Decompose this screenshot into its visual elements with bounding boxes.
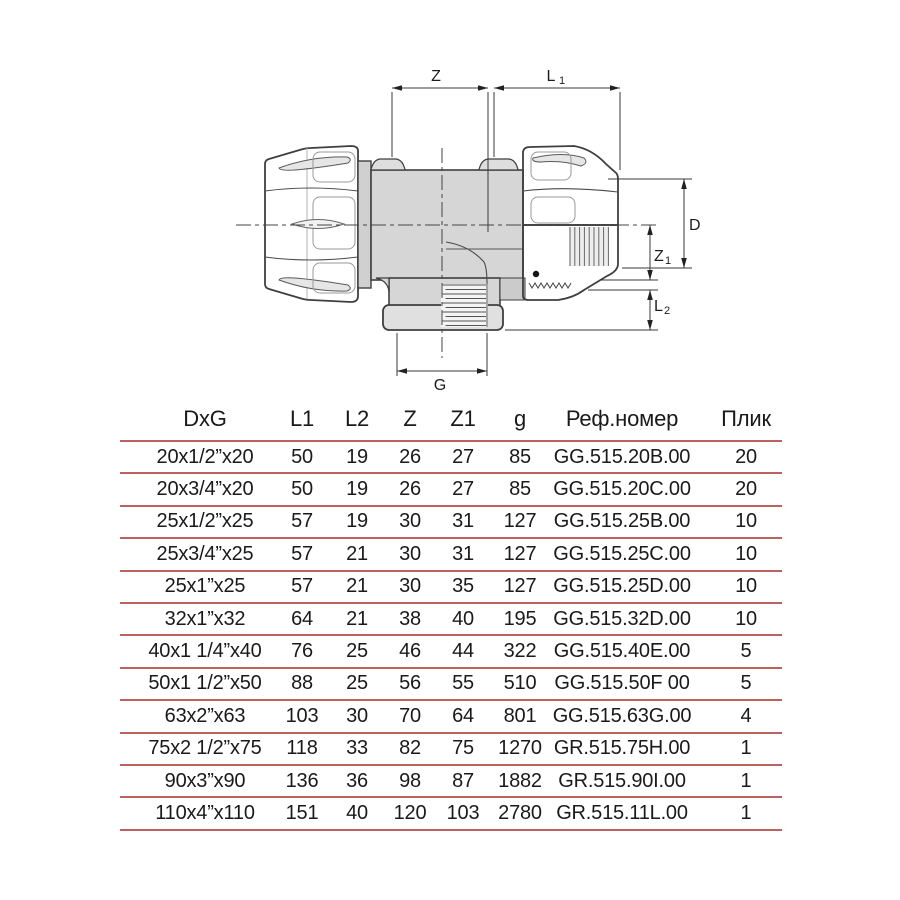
table-cell: 20x3/4”x20 [156,478,254,501]
table-cell: 56 [399,672,421,695]
table-cell: 801 [503,704,537,727]
table-row [120,507,782,539]
table-cell: 19 [346,478,368,501]
dim-label-z: Z [431,68,441,85]
table-cell: 20 [735,478,757,501]
table-cell: GR.515.11L.00 [556,801,688,824]
table-cell: GG.515.40E.00 [553,640,691,663]
table-cell: 40x1 1/4”x40 [148,640,262,663]
table-row [120,572,782,604]
table-cell: 30 [399,510,421,533]
table-cell: 82 [399,737,421,760]
table-cell: 63x2”x63 [164,704,246,727]
column-header-dxg: DxG [183,405,227,431]
table-cell: 127 [503,542,537,565]
table-cell: 90x3”x90 [164,769,246,792]
dim-label-l2-base: L [654,298,663,315]
dim-label-z1-sub: 1 [665,255,672,267]
table-cell: 10 [735,510,757,533]
table-cell: 1 [740,737,752,760]
table-cell: 33 [346,737,368,760]
table-cell: GG.515.63G.00 [552,704,692,727]
dim-label-d: D [689,217,701,234]
table-cell: 50 [291,445,313,468]
table-cell: GG.515.25B.00 [553,510,691,533]
table-cell: 57 [291,575,313,598]
left-nut-lens [292,220,344,229]
table-cell: 31 [452,510,474,533]
table-row [120,604,782,636]
table-cell: 322 [503,640,537,663]
table-cell: 32x1”x32 [164,607,246,630]
pipe-stop-left [371,159,405,170]
table-cell: 27 [452,445,474,468]
dim-label-z1-base: Z [654,248,664,265]
table-cell: 87 [452,769,474,792]
table-cell: 5 [740,640,752,663]
dimension-l2 [505,290,670,330]
table-cell: 25x1”x25 [164,575,246,598]
pipe-stop-right [479,159,518,170]
table-cell: GR.515.75H.00 [553,737,691,760]
table-cell: 25x1/2”x25 [156,510,254,533]
table-cell: 1 [740,801,752,824]
right-nut-groove [533,155,586,167]
table-cell: 10 [735,607,757,630]
table-cell: 64 [291,607,313,630]
table-cell: 10 [735,542,757,565]
table-row [120,669,782,701]
table-cell: 36 [346,769,368,792]
table-cell: 25 [346,640,368,663]
table-cell: 103 [446,801,480,824]
table-cell: 75x2 1/2”x75 [148,737,262,760]
column-header-pack: Плик [721,405,771,431]
table-cell: 50 [291,478,313,501]
table-row [120,442,782,474]
table-cell: 1270 [498,737,542,760]
table-cell: 21 [346,575,368,598]
table-cell: 21 [346,542,368,565]
left-nut-groove-bottom [279,278,350,291]
table-cell: 26 [399,445,421,468]
table-cell: 127 [503,575,537,598]
column-header-z: Z [403,405,417,431]
table-cell: 44 [452,640,474,663]
dimension-z1 [600,225,671,280]
dim-label-l2-sub: 2 [664,305,671,317]
table-cell: 120 [393,801,427,824]
table-cell: GG.515.50F 00 [554,672,690,695]
table-cell: 127 [503,510,537,533]
table-cell: GG.515.25D.00 [553,575,691,598]
table-cell: 30 [399,575,421,598]
table-header-row [120,397,782,442]
dim-label-l1-sub: 1 [559,75,566,87]
table-row [120,701,782,733]
table-cell: 103 [285,704,319,727]
table-cell: 75 [452,737,474,760]
o-ring-section [533,271,539,277]
table-cell: 195 [503,607,537,630]
table-cell: 10 [735,575,757,598]
table-cell: 19 [346,510,368,533]
dim-label-g: G [433,377,447,394]
right-nut-skirt [500,278,525,300]
column-header-ref: Реф.номер [565,405,679,431]
table-cell: 40 [346,801,368,824]
column-header-l2: L2 [344,405,370,431]
fitting-technical-drawing [0,0,900,412]
dim-label-l1-base: L [546,68,556,85]
left-nut-groove-top [279,157,350,170]
table-cell: 19 [346,445,368,468]
table-cell: 30 [399,542,421,565]
table-cell: 136 [285,769,319,792]
table-cell: 50x1 1/2”x50 [148,672,262,695]
table-cell: 20x1/2”x20 [156,445,254,468]
table-cell: 25x3/4”x25 [156,542,254,565]
grip-ring-teeth [529,283,571,288]
table-cell: 1 [740,769,752,792]
table-row [120,766,782,798]
table-cell: 26 [399,478,421,501]
table-cell: GG.515.32D.00 [553,607,691,630]
table-cell: 510 [503,672,537,695]
spec-table [120,397,782,831]
column-header-l1: L1 [289,405,315,431]
table-cell: 1882 [498,769,542,792]
table-cell: 5 [740,672,752,695]
table-cell: 25 [346,672,368,695]
table-cell: 2780 [498,801,542,824]
spec-table-body [120,442,782,831]
table-cell: 21 [346,607,368,630]
table-cell: GG.515.20C.00 [553,478,691,501]
table-cell: 38 [399,607,421,630]
table-row [120,798,782,830]
table-cell: 76 [291,640,313,663]
table-cell: GG.515.20B.00 [553,445,691,468]
table-cell: 27 [452,478,474,501]
table-cell: 4 [740,704,752,727]
table-cell: 118 [286,737,318,760]
table-cell: 151 [285,801,319,824]
table-row [120,539,782,571]
table-cell: 85 [509,478,531,501]
table-cell: 46 [399,640,421,663]
column-header-z1: Z1 [450,405,476,431]
table-cell: 20 [735,445,757,468]
table-cell: 110x4”x110 [155,801,255,824]
table-cell: 35 [452,575,474,598]
table-row [120,474,782,506]
table-cell: 98 [399,769,421,792]
table-cell: GR.515.90I.00 [558,769,686,792]
table-cell: 57 [291,542,313,565]
column-header-g: g [513,405,527,431]
table-cell: 64 [452,704,474,727]
table-cell: 85 [509,445,531,468]
table-cell: 40 [452,607,474,630]
table-cell: 30 [346,704,368,727]
table-cell: 70 [399,704,421,727]
table-row [120,734,782,766]
table-cell: GG.515.25C.00 [553,542,691,565]
table-cell: 88 [291,672,313,695]
table-row [120,636,782,668]
table-cell: 55 [452,672,474,695]
table-cell: 31 [452,542,474,565]
table-cell: 57 [291,510,313,533]
